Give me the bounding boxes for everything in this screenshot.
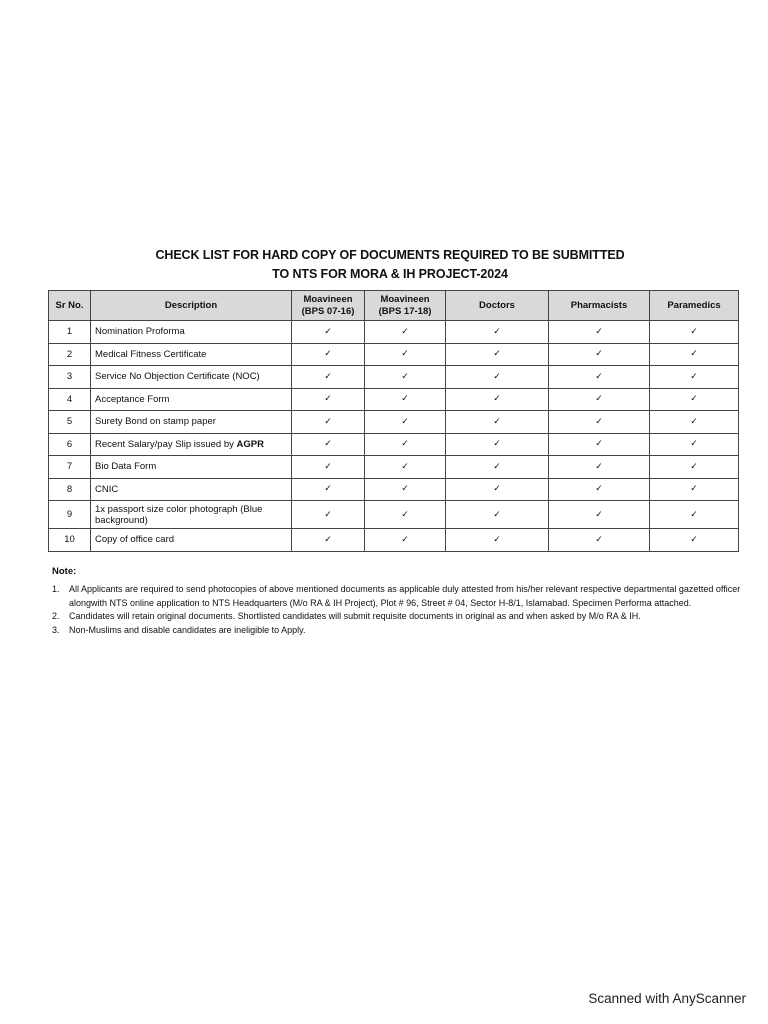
header-description: Description xyxy=(91,291,292,321)
table-row xyxy=(49,411,739,434)
check-mark-icon: ✓ xyxy=(446,321,549,344)
sr-no-cell: 8 xyxy=(49,478,91,501)
check-mark-icon: ✓ xyxy=(446,388,549,411)
table-row xyxy=(49,529,739,552)
check-mark-icon: ✓ xyxy=(365,433,446,456)
sr-no-cell: 4 xyxy=(49,388,91,411)
description-text: Bio Data Form xyxy=(95,461,157,473)
check-mark-icon: ✓ xyxy=(292,388,365,411)
table-row xyxy=(49,501,739,529)
sr-no-cell: 7 xyxy=(49,456,91,479)
check-mark-icon: ✓ xyxy=(446,456,549,479)
description-text: Service No Objection Certificate (NOC) xyxy=(95,371,260,383)
check-mark-icon: ✓ xyxy=(446,411,549,434)
check-mark-icon: ✓ xyxy=(365,388,446,411)
check-mark-icon: ✓ xyxy=(549,411,650,434)
check-mark-icon: ✓ xyxy=(292,321,365,344)
description-cell xyxy=(91,456,292,479)
note-text: Non-Muslims and disable candidates are ineligible to Apply. xyxy=(69,624,306,635)
check-mark-icon: ✓ xyxy=(292,478,365,501)
description-bold-text: AGPR xyxy=(236,438,264,450)
note-item xyxy=(52,610,742,624)
note-item xyxy=(52,624,742,638)
table-row xyxy=(49,456,739,479)
header-sr-no: Sr No. xyxy=(49,291,91,321)
check-mark-icon: ✓ xyxy=(650,501,739,529)
check-mark-icon: ✓ xyxy=(292,433,365,456)
notes-list xyxy=(52,583,742,637)
table-header-row xyxy=(49,291,739,321)
check-mark-icon: ✓ xyxy=(650,411,739,434)
check-mark-icon: ✓ xyxy=(446,478,549,501)
check-mark-icon: ✓ xyxy=(446,501,549,529)
check-mark-icon: ✓ xyxy=(446,366,549,389)
table-row xyxy=(49,321,739,344)
check-mark-icon: ✓ xyxy=(365,321,446,344)
note-number: 2. xyxy=(52,611,60,621)
header-moavineen-bps-17-18: Moavineen (BPS 17-18) xyxy=(365,291,446,321)
table-row xyxy=(49,343,739,366)
check-mark-icon: ✓ xyxy=(365,529,446,552)
note-item xyxy=(52,583,742,610)
table-row xyxy=(49,433,739,456)
check-mark-icon: ✓ xyxy=(549,501,650,529)
description-cell xyxy=(91,343,292,366)
description-text: Copy of office card xyxy=(95,534,175,546)
check-mark-icon: ✓ xyxy=(549,478,650,501)
check-mark-icon: ✓ xyxy=(650,456,739,479)
description-text: CNIC xyxy=(95,483,119,495)
description-cell xyxy=(91,478,292,501)
check-mark-icon: ✓ xyxy=(549,366,650,389)
description-cell xyxy=(91,501,292,529)
header-pharmacists: Pharmacists xyxy=(549,291,650,321)
description-cell xyxy=(91,529,292,552)
header-moavineen-bps-07-16: Moavineen (BPS 07-16) xyxy=(292,291,365,321)
description-text: Recent Salary/pay Slip issued by xyxy=(95,438,234,450)
check-mark-icon: ✓ xyxy=(549,343,650,366)
check-mark-icon: ✓ xyxy=(292,366,365,389)
check-mark-icon: ✓ xyxy=(365,478,446,501)
check-mark-icon: ✓ xyxy=(292,501,365,529)
description-cell xyxy=(91,411,292,434)
description-cell xyxy=(91,388,292,411)
check-mark-icon: ✓ xyxy=(446,343,549,366)
checklist-table xyxy=(48,290,739,552)
table-row xyxy=(49,388,739,411)
description-text: Acceptance Form xyxy=(95,393,170,405)
check-mark-icon: ✓ xyxy=(650,366,739,389)
check-mark-icon: ✓ xyxy=(365,366,446,389)
description-text: Medical Fitness Certificate xyxy=(95,348,207,360)
table-body xyxy=(49,321,739,552)
check-mark-icon: ✓ xyxy=(365,456,446,479)
check-mark-icon: ✓ xyxy=(292,529,365,552)
check-mark-icon: ✓ xyxy=(549,388,650,411)
sr-no-cell: 6 xyxy=(49,433,91,456)
document-title xyxy=(60,246,720,284)
scanner-watermark: Scanned with AnyScanner xyxy=(588,991,746,1006)
description-cell xyxy=(91,321,292,344)
notes-heading: Note: xyxy=(52,566,77,577)
title-line-1: CHECK LIST FOR HARD COPY OF DOCUMENTS REQUIRED TO BE SUBMITTED xyxy=(155,248,625,262)
check-mark-icon: ✓ xyxy=(650,321,739,344)
note-text: Candidates will retain original documents. Shortlisted candidates will submit requisite documents in original as and when asked by M/o RA & IH. xyxy=(69,611,641,621)
check-mark-icon: ✓ xyxy=(650,343,739,366)
check-mark-icon: ✓ xyxy=(292,456,365,479)
header-paramedics: Paramedics xyxy=(650,291,739,321)
check-mark-icon: ✓ xyxy=(650,478,739,501)
check-mark-icon: ✓ xyxy=(650,388,739,411)
sr-no-cell: 10 xyxy=(49,529,91,552)
check-mark-icon: ✓ xyxy=(549,456,650,479)
check-mark-icon: ✓ xyxy=(549,529,650,552)
note-number: 1. xyxy=(52,584,60,594)
table-row xyxy=(49,478,739,501)
table-row xyxy=(49,366,739,389)
note-text: All Applicants are required to send photocopies of above mentioned documents as applicable duly attested from his/her relevant respective departmental gazetted officer alongwith NTS online application to NTS Headquarters (M/o RA & IH Project), Plot # 96, Street # 04, Sector H-8/1, Islamabad. Specimen Performa attached. xyxy=(69,584,741,608)
description-cell xyxy=(91,433,292,456)
check-mark-icon: ✓ xyxy=(650,433,739,456)
check-mark-icon: ✓ xyxy=(549,433,650,456)
sr-no-cell: 9 xyxy=(49,501,91,529)
sr-no-cell: 2 xyxy=(49,343,91,366)
check-mark-icon: ✓ xyxy=(365,411,446,434)
sr-no-cell: 5 xyxy=(49,411,91,434)
description-text: Nomination Proforma xyxy=(95,326,185,338)
description-text: Surety Bond on stamp paper xyxy=(95,416,216,428)
title-line-2: TO NTS FOR MORA & IH PROJECT-2024 xyxy=(272,267,508,281)
check-mark-icon: ✓ xyxy=(365,501,446,529)
check-mark-icon: ✓ xyxy=(446,433,549,456)
sr-no-cell: 3 xyxy=(49,366,91,389)
header-doctors: Doctors xyxy=(446,291,549,321)
description-cell xyxy=(91,366,292,389)
check-mark-icon: ✓ xyxy=(650,529,739,552)
check-mark-icon: ✓ xyxy=(292,411,365,434)
note-number: 3. xyxy=(52,624,60,635)
description-text: 1x passport size color photograph (Blue background) xyxy=(95,503,263,526)
check-mark-icon: ✓ xyxy=(292,343,365,366)
check-mark-icon: ✓ xyxy=(549,321,650,344)
check-mark-icon: ✓ xyxy=(446,529,549,552)
check-mark-icon: ✓ xyxy=(365,343,446,366)
sr-no-cell: 1 xyxy=(49,321,91,344)
